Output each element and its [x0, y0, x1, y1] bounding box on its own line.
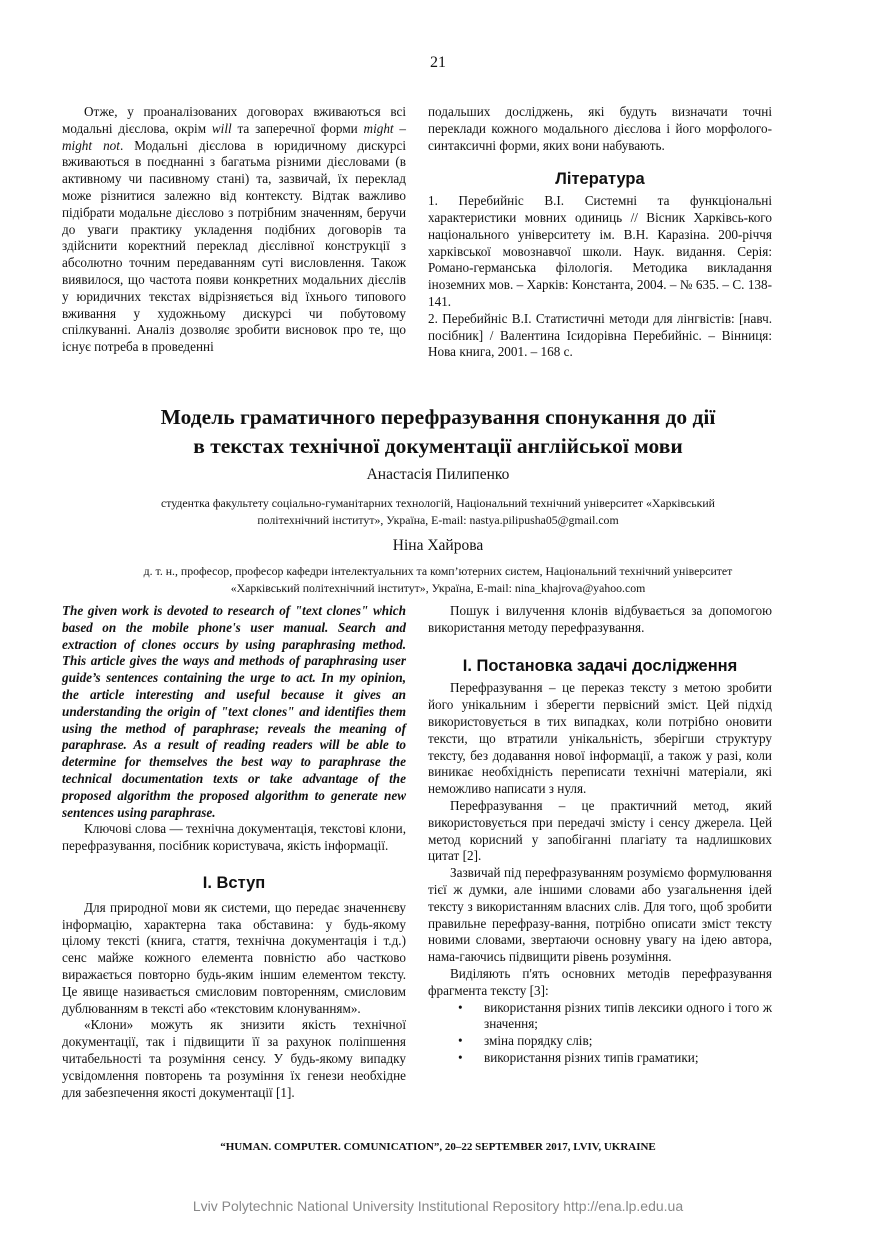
bullet-icon: •	[458, 1033, 463, 1049]
bottom-left-column	[62, 603, 406, 1101]
bullet-icon: •	[458, 1049, 463, 1065]
article-title	[40, 403, 836, 461]
bottom-right-column	[428, 603, 772, 1067]
author-affiliation	[100, 495, 776, 528]
list-item	[428, 1033, 772, 1050]
text-run: . Модальні дієслова в юридичному дискурсі вживаються в поєднанні з багатьма різними дієсловами (в активному чи пасивному стані) та, зазвичай, їх переклад може різнитися залежно від контексту. Відтак важливо підібрати модальне дієслово з потрібним значенням, беручи до уваги практику укладення подібних договорів та здійснити коректний переклад дієслівної конструкції з абсолютно точним передаванням суті висловлення. Також виявилося, що частота появи конкретних модальних дієслів у юридичних текстах відрізняється від їхнього типового вживання у художньому дискурсі чи побутовому спілкуванні. Аналіз дозволяє зробити висновок про те, що існує потреба в проведенні	[62, 137, 407, 355]
text-run: та заперечної форми	[231, 120, 364, 136]
title-line: Модель граматичного перефразування спонукання до дії	[160, 405, 716, 429]
conference-footer: “HUMAN. COMPUTER. COMUNICATION”, 20–22 SEPTEMBER 2017, LVIV, UKRAINE	[220, 1141, 656, 1153]
author-name: Ніна Хайрова	[392, 537, 484, 554]
affiliation-line: д. т. н., професор, професор кафедри інтелектуальних та комп’ютерних систем, Національний технічний університет	[143, 564, 733, 578]
top-right-column	[428, 104, 772, 361]
affiliation-line: «Харківський політехнічний інститут», Україна, E-mail: nina_khajrova@yahoo.com	[230, 580, 646, 595]
intro-continuation: Пошук і вилучення клонів відбувається за допомогою використання методу перефразування.	[428, 603, 772, 635]
intro-paragraph: «Клони» можуть як знизити якість технічної документації, так і підвищити її за рахунок поліпшення читабельності та розуміння сенсу. У будь-якому випадку усвідомлення повторень та розуміння їх генези необхідне для забезпечення якості документації [1].	[62, 1017, 406, 1100]
conclusion-continuation: подальших досліджень, які будуть визначати точні переклади кожного модального дієслова і його морфолого-синтаксичні форми, яких вони набувають.	[428, 104, 772, 153]
affiliation-line: студентка факультету соціально-гуманітарних технологій, Національний технічний університет «Харківський	[161, 496, 715, 510]
conclusion-paragraph	[62, 104, 406, 356]
abstract: The given work is devoted to research of "text clones" which based on the mobile phone's user manual. Search and extraction of clones occurs by using paraphrasing method. This article gives the ways and methods of paraphrasing user guide’s sentences containing the urge to act. In my opinion, the article interesting and useful because it gives an understanding the origin of "text clones" and identifies them using the method of paraphrase; reveals the meaning of paraphrase. As a result of reading readers will be able to determine for themselves the best way to paraphrase the technical documentation texts or take advantage of the proposed algorithm the proposed algorithm to generate new sentences using paraphrase.	[62, 603, 406, 820]
keywords: Ключові слова — технічна документація, текстові клони, перефразування, посібник користувача, якість інформації.	[62, 821, 406, 854]
title-line: в текстах технічної документації англійської мови	[193, 434, 683, 458]
bullet-icon: •	[458, 999, 463, 1015]
body-paragraph: Зазвичай під перефразуванням розуміємо формулювання тієї ж думки, але іншими словами або узагальнення ідей тексту з використанням власних слів. Для того, щоб зробити правильне перефразу-вання, потрібно описати зміст тексту новими словами, звертаючи основну увагу на ідею автора, нама-гаючись підвищити рівень розуміння.	[428, 865, 772, 965]
author-affiliation	[100, 563, 776, 596]
list-item-text: використання різних типів граматики;	[484, 1049, 699, 1065]
repository-watermark: Lviv Polytechnic National University Institutional Repository http://ena.lp.edu.ua	[192, 1198, 684, 1214]
reference-item: 1. Перебийніс В.І. Системні та функціональні характеристики мовних одиниць // Вісник Харківсь-кого національного університету ім. В.Н. Каразіна. 200-річчя харківської мовознавчої школи. Наук. видання. Серія: Романо-германська філологія. Методика викладання іноземних мов. – Харків: Константа, 2004. – № 635. – С. 138-141.	[428, 193, 772, 309]
top-left-column	[62, 104, 406, 356]
reference-item: 2. Перебийніс В.І. Статистичні методи для лінгвістів: [навч. посібник] / Валентина Ісидорівна Перебийніс. – Вінниця: Нова книга, 2001. – 168 с.	[428, 310, 772, 360]
author-name: Анастасія Пилипенко	[366, 466, 510, 483]
page-number: 21	[430, 54, 446, 71]
section-heading-intro: I. Вступ	[202, 873, 266, 892]
references-heading: Література	[555, 170, 645, 189]
intro-paragraph: Для природної мови як системи, що передає значеннєву інформацію, характерна така обставина: у будь-якому цілому тексті (книга, стаття, технічна документація і т.д.) сенс майже кожного елемента повністю або частково виражається повторно будь-яким іншим елементом тексту. Це явище називається смисловим повторенням, смисловим дублюванням в тексті або «текстовим клонуванням».	[62, 899, 406, 1016]
body-paragraph: Перефразування – це переказ тексту з метою зробити його унікальним і зберегти первісний зміст. Цей підхід використовується в тих випадках, коли потрібно оновити тексти, що втратили унікальність, зберігши структуру тексту, без додавання нової інформації, а також у разі, коли виникає необхідність переписати технічні матеріали, які неможливо написати з нуля.	[428, 680, 772, 797]
list-item	[428, 1050, 772, 1067]
section-heading-problem: I. Постановка задачі дослідження	[462, 656, 738, 675]
list-item	[428, 1000, 772, 1034]
list-item-text: зміна порядку слів;	[484, 1033, 593, 1049]
italic-term: might – might not	[62, 120, 406, 153]
affiliation-line: політехнічний інститут», Україна, E-mail: nastya.pilipusha05@gmail.com	[257, 512, 619, 527]
body-paragraph: Виділяють п'ять основних методів перефразування фрагмента тексту [3]:	[428, 965, 772, 998]
methods-list	[428, 1000, 772, 1067]
body-paragraph: Перефразування – це практичний метод, який використовується при передачі змісту і сенсу джерела. Цей метод корисний у запобіганні плагіату та надлишкових цитат [2].	[428, 797, 772, 864]
italic-term: will	[211, 120, 232, 136]
list-item-text: використання різних типів лексики одного і того ж значення;	[484, 999, 772, 1032]
text-run: Отже, у проаналізованих договорах вживаються всі модальні дієслова, окрім	[62, 104, 406, 136]
